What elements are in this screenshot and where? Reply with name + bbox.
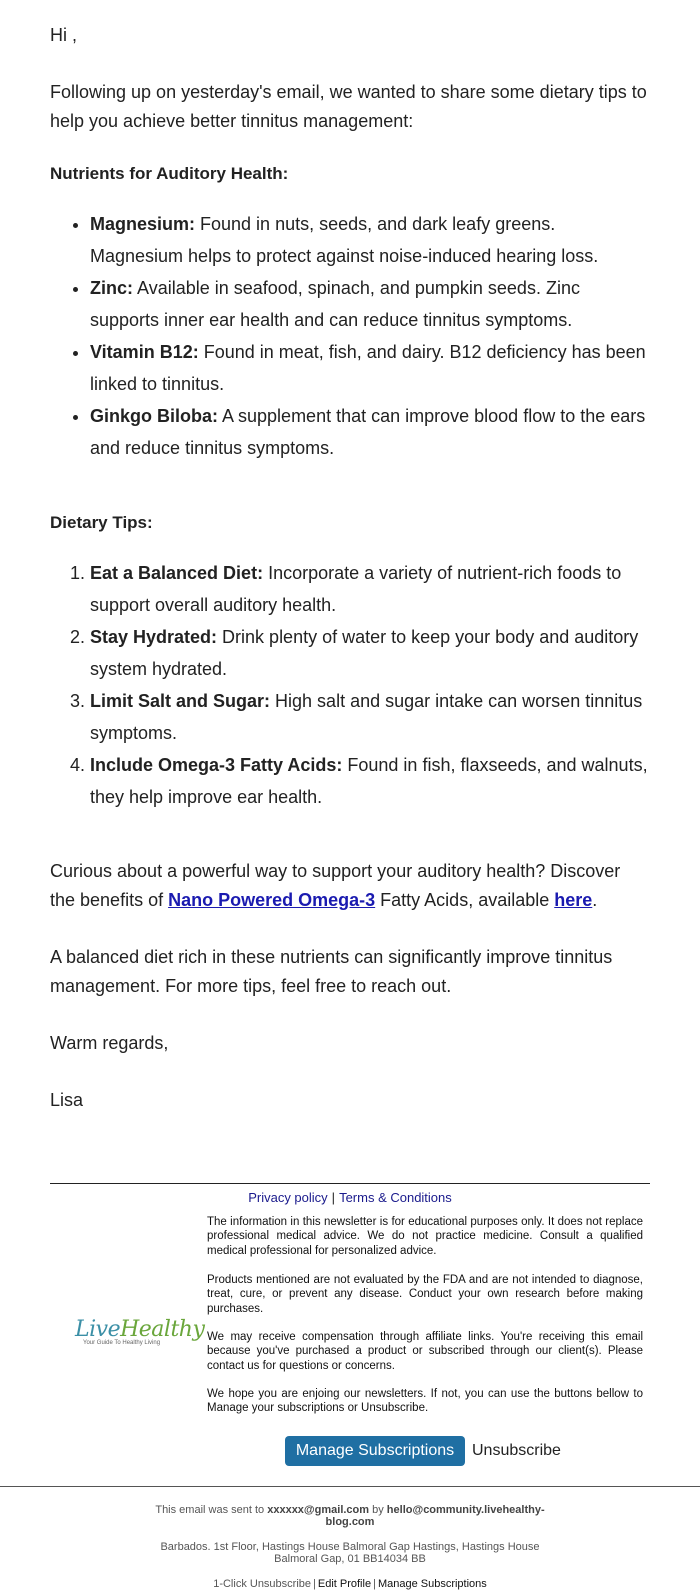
tips-heading: Dietary Tips: bbox=[50, 513, 153, 532]
footer-links bbox=[200, 1190, 500, 1205]
bottom-links: 1-Click Unsubscribe | Edit Profile | Manage Subscriptions bbox=[213, 1578, 487, 1590]
edit-profile-link[interactable]: Edit Profile bbox=[317, 1578, 372, 1590]
sign-off: Warm regards, bbox=[50, 1033, 169, 1053]
link-separator: | bbox=[331, 1190, 336, 1205]
list-item: • Ginkgo Biloba: A supplement that can improve blood flow to the ears and reduce tinnitus symptoms. bbox=[90, 400, 650, 464]
tips-list bbox=[50, 557, 650, 813]
one-click-unsubscribe-link[interactable]: 1-Click Unsubscribe bbox=[213, 1578, 312, 1590]
nutrients-heading: Nutrients for Auditory Health: bbox=[50, 164, 289, 183]
list-item: 3. Limit Salt and Sugar: High salt and sugar intake can worsen tinnitus symptoms. bbox=[90, 685, 650, 749]
here-link[interactable]: here bbox=[554, 889, 593, 910]
footer-divider bbox=[50, 1183, 650, 1184]
sent-to-notice: This email was sent to xxxxxx@gmail.com by hello@community.livehealthy-blog.com bbox=[155, 1504, 545, 1528]
list-item: 4. Include Omega-3 Fatty Acids: Found in fish, flaxseeds, and walnuts, they help improve ear health. bbox=[90, 749, 650, 813]
signature: Lisa bbox=[50, 1090, 84, 1110]
disclaimer-fda: Products mentioned are not evaluated by the FDA and are not intended to diagnose, treat, cure, or prevent any disease. Conduct your own research before making purchases. bbox=[207, 1274, 643, 1315]
terms-link[interactable]: Terms & Conditions bbox=[339, 1190, 452, 1205]
footer-bottom-divider bbox=[0, 1486, 700, 1487]
logo-tagline: Your Guide To Healthy Living bbox=[83, 1340, 161, 1346]
omega3-product-link[interactable]: Nano Powered Omega-3 bbox=[168, 889, 376, 910]
promo-paragraph: Curious about a powerful way to support your auditory health? Discover the benefits of Nano Powered Omega-3 Fatty Acids, available here. bbox=[50, 861, 621, 910]
greeting: Hi , bbox=[50, 25, 77, 45]
list-item: • Vitamin B12: Found in meat, fish, and dairy. B12 deficiency has been linked to tinnitus. bbox=[90, 336, 650, 400]
livehealthy-logo: LiveHealthy Your Guide To Healthy Living bbox=[75, 1317, 205, 1346]
privacy-policy-link[interactable]: Privacy policy bbox=[248, 1190, 328, 1205]
list-item: • Magnesium: Found in nuts, seeds, and dark leafy greens. Magnesium helps to protect against noise-induced hearing loss. bbox=[90, 208, 650, 272]
list-item: 2. Stay Hydrated: Drink plenty of water to keep your body and auditory system hydrated. bbox=[90, 621, 650, 685]
unsubscribe-button[interactable]: Unsubscribe bbox=[472, 1436, 572, 1466]
disclaimer-educational: The information in this newsletter is for educational purposes only. It does not replace professional medical advice. We do not practice medicine. Consult a qualified medical professional for personalized advice. bbox=[207, 1216, 643, 1257]
disclaimer-affiliate: We may receive compensation through affiliate links. You're receiving this email because you've purchased a product or subscribed through our client(s). Please contact us for questions or concerns. bbox=[207, 1331, 643, 1372]
list-item: 1. Eat a Balanced Diet: Incorporate a variety of nutrient-rich foods to support overall auditory health. bbox=[90, 557, 650, 621]
closing-paragraph: A balanced diet rich in these nutrients can significantly improve tinnitus management. For more tips, feel free to reach out. bbox=[50, 947, 613, 996]
manage-subscriptions-link[interactable]: Manage Subscriptions bbox=[377, 1578, 487, 1590]
list-item: • Zinc: Available in seafood, spinach, and pumpkin seeds. Zinc supports inner ear health and can reduce tinnitus symptoms. bbox=[90, 272, 650, 336]
intro-paragraph: Following up on yesterday's email, we wanted to share some dietary tips to help you achieve better tinnitus management: bbox=[50, 82, 647, 131]
manage-subscriptions-button[interactable]: Manage Subscriptions bbox=[285, 1436, 465, 1466]
disclaimer-manage: We hope you are enjoing our newsletters. If not, you can use the buttons bellow to Manage your subscriptions or Unsubscribe. bbox=[207, 1388, 643, 1415]
nutrients-list bbox=[50, 208, 650, 464]
mailing-address: Barbados. 1st Floor, Hastings House Balmoral Gap Hastings, Hastings House Balmoral Gap, 01 BB14034 BB bbox=[160, 1541, 540, 1565]
